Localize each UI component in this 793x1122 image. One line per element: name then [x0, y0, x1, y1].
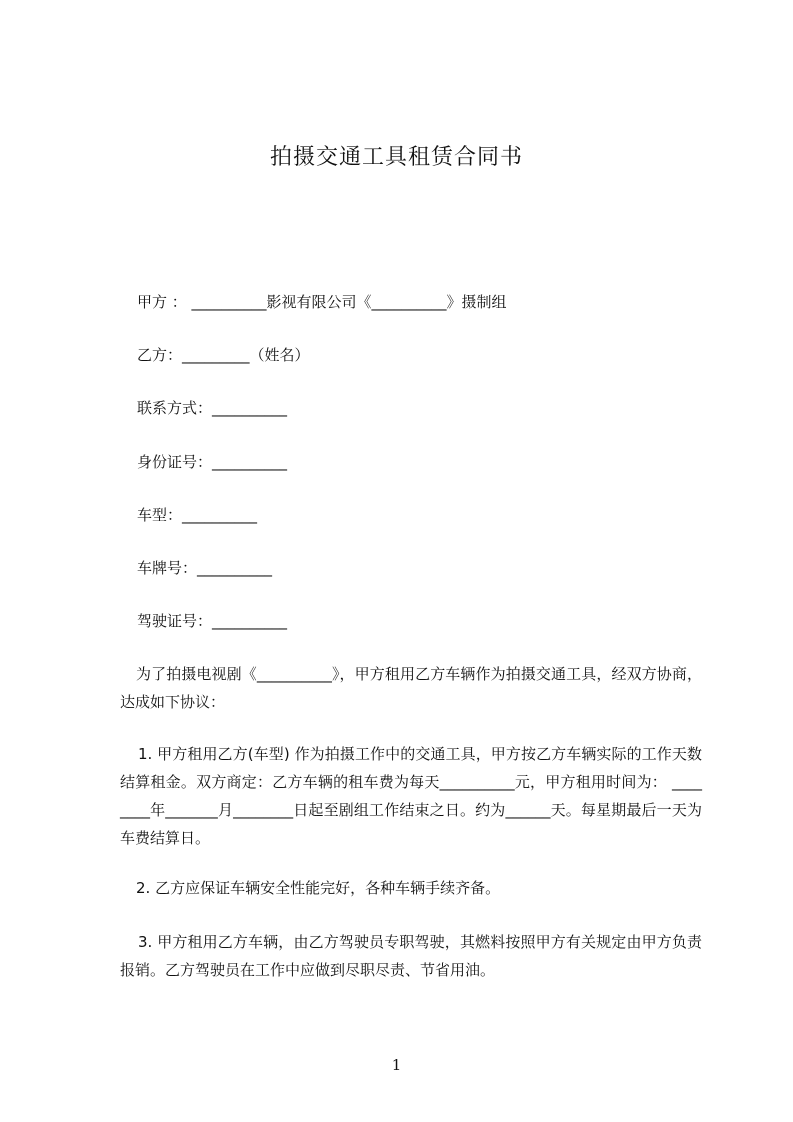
party-a-field: 甲方 ： __________影视有限公司《__________》摄制组 — [137, 293, 507, 311]
plate-number-field: 车牌号：__________ — [137, 559, 273, 577]
clause-1-paragraph: 1. 甲方租用乙方(车型) 作为拍摄工作中的交通工具，甲方按乙方车辆实际的工作天数结算租金。双方商定：乙方车辆的租车费为每天__________元，甲方租用时间为： ________年_______月________日起至剧组工作结束之日。约为______天。每星期最后一天为车费结算日。 — [120, 745, 702, 847]
intro-paragraph: 为了拍摄电视剧《__________》，甲方租用乙方车辆作为拍摄交通工具，经双方协商，达成如下协议： — [120, 665, 702, 711]
clause-3-paragraph: 3. 甲方租用乙方车辆，由乙方驾驶员专职驾驶，其燃料按照甲方有关规定由甲方负责报销。乙方驾驶员在工作中应做到尽职尽责、节省用油。 — [120, 933, 702, 979]
license-number-field: 驾驶证号：__________ — [137, 612, 288, 630]
page-number: 1 — [391, 1056, 402, 1074]
document-title: 拍摄交通工具租赁合同书 — [269, 145, 523, 170]
car-model-field: 车型：__________ — [137, 506, 258, 524]
contact-field: 联系方式：__________ — [137, 399, 288, 417]
party-b-field: 乙方：_________（姓名） — [137, 346, 310, 364]
id-number-field: 身份证号：__________ — [137, 453, 288, 471]
clause-2-paragraph: 2. 乙方应保证车辆安全性能完好，各种车辆手续齐备。 — [136, 879, 501, 897]
